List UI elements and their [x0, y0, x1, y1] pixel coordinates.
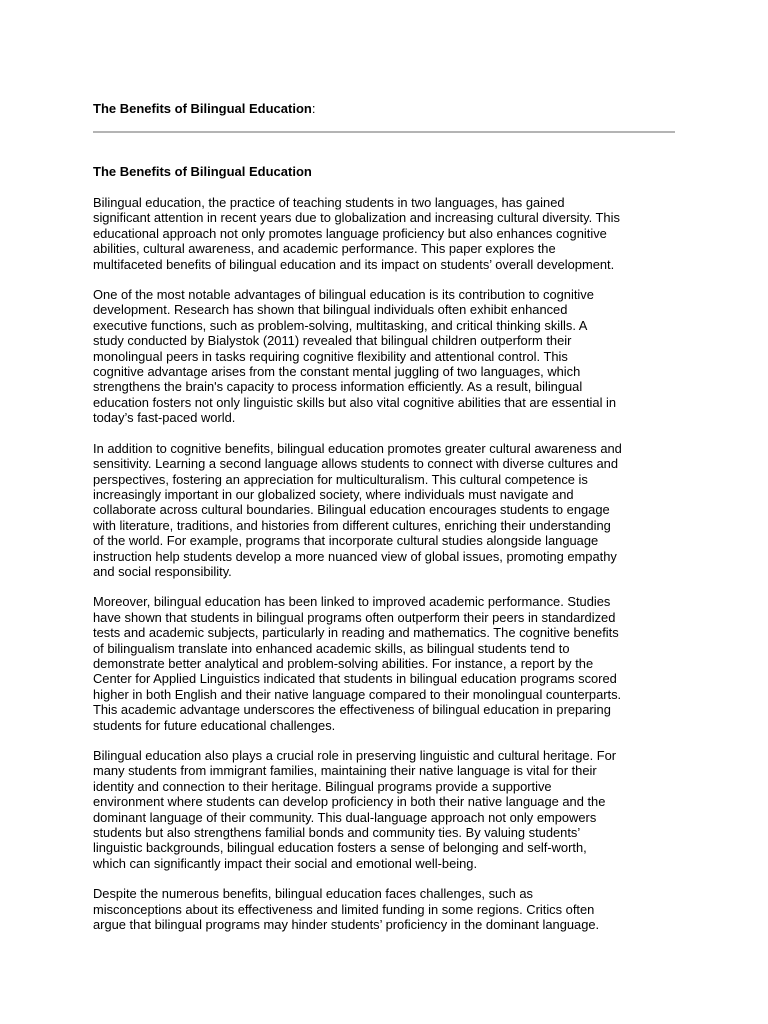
- body-paragraph: [93, 594, 683, 733]
- paragraph-line: significant attention in recent years due to globalization and increasing cultural diversity. This: [93, 210, 620, 226]
- header-title-text: The Benefits of Bilingual Education: [93, 101, 312, 116]
- paragraph-line: Center for Applied Linguistics indicated that students in bilingual education programs scored: [93, 671, 617, 687]
- paragraph-line: abilities, cultural awareness, and academic performance. This paper explores the: [93, 241, 556, 257]
- paragraph-line: have shown that students in bilingual programs often outperform their peers in standardized: [93, 609, 616, 625]
- paragraph-line: today’s fast-paced world.: [93, 410, 236, 426]
- paragraph-line: tests and academic subjects, particularly in reading and mathematics. The cognitive benefits: [93, 625, 619, 641]
- paragraph-line: instruction help students develop a more nuanced view of global issues, promoting empathy: [93, 548, 617, 564]
- paragraph-line: development. Research has shown that bilingual individuals often exhibit enhanced: [93, 302, 568, 318]
- paragraph-line: students but also strengthens familial bonds and community ties. By valuing students’: [93, 825, 581, 841]
- paragraph-line: sensitivity. Learning a second language allows students to connect with diverse cultures and: [93, 456, 619, 472]
- paragraph-line: strengthens the brain's capacity to process information efficiently. As a result, bilingual: [93, 379, 583, 395]
- paragraph-line: executive functions, such as problem-solving, multitasking, and critical thinking skills. A: [93, 317, 588, 333]
- paragraph-line: of bilingualism translate into enhanced academic skills, as bilingual students tend to: [93, 640, 570, 656]
- paragraph-line: misconceptions about its effectiveness and limited funding in some regions. Critics often: [93, 901, 595, 917]
- paragraph-line: education fosters not only linguistic skills but also vital cognitive abilities that are essential in: [93, 394, 617, 410]
- paragraph-line: demonstrate better analytical and problem-solving abilities. For instance, a report by the: [93, 655, 594, 671]
- paragraph-line: students for future educational challenges.: [93, 717, 336, 733]
- paragraph-line: collaborate across cultural boundaries. Bilingual education encourages students to engage: [93, 502, 610, 518]
- body-paragraph: [93, 886, 683, 932]
- paragraph-line: with literature, traditions, and histories from different cultures, enriching their understanding: [93, 517, 611, 533]
- paragraph-line: Bilingual education also plays a crucial role in preserving linguistic and cultural heritage. For: [93, 748, 617, 763]
- body-paragraph: [93, 287, 683, 426]
- paragraph-line: This academic advantage underscores the effectiveness of bilingual education in preparing: [93, 702, 611, 718]
- paragraph-line: increasingly important in our globalized society, where individuals must navigate and: [93, 486, 574, 502]
- paragraph-line: cognitive advantage arises from the constant mental juggling of two languages, which: [93, 364, 581, 380]
- paragraph-line: environment where students can develop proficiency in both their native language and the: [93, 794, 606, 810]
- body-paragraph: [93, 748, 683, 871]
- paragraph-line: educational approach not only promotes language proficiency but also enhances cognitive: [93, 225, 607, 241]
- paragraph-line: One of the most notable advantages of bilingual education is its contribution to cognitive: [93, 287, 594, 303]
- paragraph-line: linguistic backgrounds, bilingual education fosters a sense of belonging and self-worth,: [93, 840, 587, 856]
- document-body: [93, 195, 683, 947]
- paragraph-line: monolingual peers in tasks requiring cognitive flexibility and attentional control. This: [93, 348, 568, 364]
- paragraph-line: study conducted by Bialystok (2011) revealed that bilingual children outperform their: [93, 333, 572, 349]
- header-title: [93, 101, 315, 117]
- horizontal-divider: [93, 131, 675, 133]
- paragraph-line: perspectives, fostering an appreciation for multiculturalism. This cultural competence is: [93, 471, 588, 487]
- paragraph-line: multifaceted benefits of bilingual education and its impact on students’ overall development.: [93, 256, 615, 272]
- paragraph-line: argue that bilingual programs may hinder students’ proficiency in the dominant language.: [93, 917, 600, 933]
- paragraph-line: which can significantly impact their social and emotional well-being.: [93, 855, 478, 871]
- body-paragraph: [93, 441, 683, 580]
- paragraph-line: In addition to cognitive benefits, bilingual education promotes greater cultural awareness and: [93, 440, 622, 456]
- body-paragraph: [93, 195, 683, 272]
- paragraph-line: and social responsibility.: [93, 563, 232, 579]
- paragraph-line: dominant language of their community. This dual-language approach not only empowers: [93, 809, 597, 825]
- paragraph-line: Moreover, bilingual education has been linked to improved academic performance. Studies: [93, 594, 611, 610]
- header-title-suffix: :: [311, 101, 316, 116]
- document-title: The Benefits of Bilingual Education: [93, 164, 312, 179]
- paragraph-line: of the world. For example, programs that incorporate cultural studies alongside language: [93, 533, 599, 549]
- paragraph-line: higher in both English and their native language compared to their monolingual counterparts.: [93, 686, 622, 702]
- paragraph-line: Despite the numerous benefits, bilingual education faces challenges, such as: [93, 886, 533, 902]
- paragraph-line: many students from immigrant families, maintaining their native language is vital for their: [93, 763, 597, 779]
- paragraph-line: identity and connection to their heritage. Bilingual programs provide a supportive: [93, 778, 552, 794]
- paragraph-line: Bilingual education, the practice of teaching students in two languages, has gained: [93, 195, 565, 210]
